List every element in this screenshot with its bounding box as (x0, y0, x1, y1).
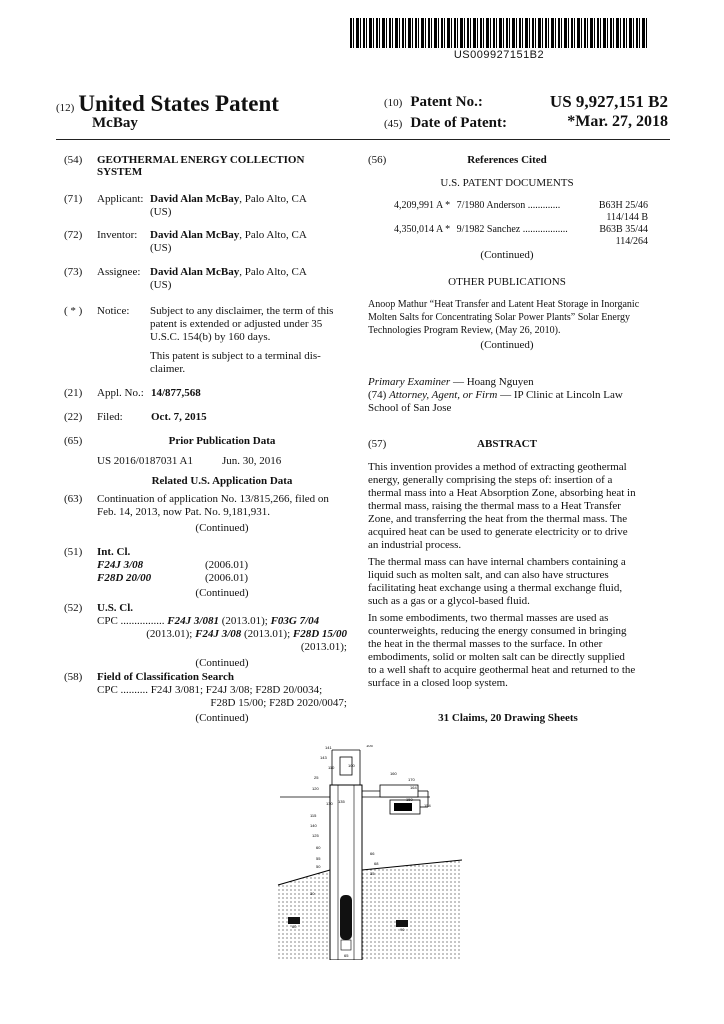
ref-2-star: * (445, 224, 451, 235)
continued-refs: (Continued) (480, 249, 534, 261)
date-row (384, 114, 668, 132)
barcode (350, 18, 648, 48)
examiner-label: Primary Examiner (368, 376, 451, 388)
figure-ref-label: 141 (325, 745, 332, 750)
notice-line-5: claimer. (150, 363, 186, 375)
continuation-line-1: Continuation of application No. 13/815,266, filed on (97, 493, 329, 505)
ground-right-stipple (362, 860, 462, 960)
cpc-date-1: (2013.01); (218, 615, 271, 627)
patent-date: *Mar. 27, 2018 (567, 113, 668, 130)
code-45: (45) (384, 118, 403, 130)
doc-type: United States Patent (78, 91, 279, 116)
abstract-p2-line: such as a gas or a glycol-based fluid. (368, 595, 530, 607)
barcode-text: US009927151B2 (453, 49, 545, 61)
figure-ref-label: 125 (312, 833, 319, 838)
abstract-p1-line: thermal mass into a Heat Absorption Zone, absorbing heat in (368, 487, 636, 499)
ref-1-name: Anderson (486, 200, 526, 211)
us-docs-heading: U.S. PATENT DOCUMENTS (440, 177, 574, 189)
other-pub-line-3: Technologies Program Review, (May 26, 2010). (368, 325, 561, 336)
code-56: (56) (368, 154, 387, 166)
field-label: Field of Classification Search (97, 671, 234, 683)
abstract-p3-line: embodiments, solid or molten salt can be directly supplied (368, 651, 625, 663)
refs-heading: References Cited (467, 154, 547, 166)
continued-1: (Continued) (195, 522, 249, 534)
intcl-label: Int. Cl. (97, 546, 131, 558)
ref-2-name: Sanchez (486, 224, 521, 235)
assignee-value (150, 266, 307, 279)
code-58: (58) (64, 671, 83, 683)
date-label: Date of Patent: (410, 115, 507, 131)
continuation-line-2: Feb. 14, 2013, now Pat. No. 9,181,931. (97, 506, 270, 518)
notice-label: Notice: (97, 305, 130, 317)
figure-ref-label: 50 (316, 864, 321, 869)
assignee-name: David Alan McBay (150, 266, 240, 278)
attorney-line-2: School of San Jose (368, 402, 452, 414)
figure-ref-label: 130 (326, 801, 333, 806)
figure-ref-label: 25 (314, 775, 319, 780)
ref-1-date: 7/1980 (456, 200, 485, 211)
claims-count: 31 Claims, 20 Drawing Sheets (438, 712, 578, 724)
figure-ref-label: 65 (344, 953, 349, 958)
continued-3: (Continued) (195, 657, 249, 669)
ref-2-date: 9/1982 (456, 224, 485, 235)
ref-2-class: B63B 35/44 (599, 224, 648, 235)
continued-2: (Continued) (195, 587, 249, 599)
inventor-value (150, 229, 307, 242)
intcl-date-2: (2006.01) (205, 572, 249, 584)
examiner-name: — Hoang Nguyen (450, 376, 534, 388)
cpc-date-2: (2013.01); (146, 628, 196, 640)
header-rule (56, 139, 670, 140)
figure-ref-label: 164 (410, 785, 417, 790)
ref-2-class-2: 114/264 (615, 236, 648, 247)
cpc-code-4: F28D 15/00 (292, 628, 347, 640)
code-73: (73) (64, 266, 83, 278)
inventor-country: (US) (150, 242, 172, 254)
intcl-date-1: (2006.01) (205, 559, 249, 571)
assignee-location: , Palo Alto, CA (239, 266, 307, 278)
code-63: (63) (64, 493, 83, 505)
filed-label: Filed: (97, 411, 123, 423)
notice-line-2: patent is extended or adjusted under 35 (150, 318, 323, 330)
ref-row-1 (394, 200, 648, 212)
ground-marker-left (288, 917, 300, 924)
abstract-p2-line: facilitating heat exchange using a thermal exchange fluid, (368, 582, 623, 594)
prior-pub-heading: Prior Publication Data (168, 435, 276, 447)
cpc-code-2: F03G 7/04 (270, 615, 320, 627)
notice-line-3: U.S.C. 154(b) by 160 days. (150, 331, 271, 343)
abstract-p1-line: energy, generally comprising the steps of: insertion of a (368, 474, 613, 486)
abstract-p2-line: The thermal mass can have internal chambers containing a (368, 556, 626, 568)
cpc-date-3: (2013.01); (241, 628, 293, 640)
code-52: (52) (64, 602, 83, 614)
attorney-label: Attorney, Agent, or Firm (389, 389, 498, 401)
abstract-p3-line: counterweights, reducing the energy consumed in bringing (368, 625, 627, 637)
figure-ref-label: 140 (310, 823, 317, 828)
inventor-label: Inventor: (97, 229, 138, 241)
applicant-location: , Palo Alto, CA (239, 193, 307, 205)
inventor-short: McBay (92, 115, 138, 131)
abstract-p3-line: surface in a closed loop system. (368, 677, 508, 689)
assignee-country: (US) (150, 279, 172, 291)
cpc-code-3: F24J 3/08 (195, 628, 242, 640)
figure-ref-label: 110 (328, 765, 335, 770)
thermal-mass (340, 895, 352, 940)
figure-ref-label: 35 (370, 871, 375, 876)
cpc-label: CPC ................ (97, 615, 165, 627)
code-21: (21) (64, 387, 83, 399)
cpc-line-3: (2013.01); (300, 641, 347, 653)
patent-drawing (270, 745, 470, 960)
abstract-p1-line: thermal mass, raising the thermal mass to a Heat Transfer (368, 500, 621, 512)
figure-ref-label: 90 (400, 927, 405, 932)
abstract-p1-line: Zone, and transferring the heat from the thermal mass. The (368, 513, 628, 525)
prior-pub-date: Jun. 30, 2016 (222, 455, 282, 467)
attorney-row (368, 389, 623, 402)
appl-label: Appl. No.: (97, 387, 144, 399)
field-line-2: F28D 15/00; F28D 2020/0047; (210, 697, 347, 709)
figure-ref-label: 135 (338, 799, 345, 804)
field-line-1: CPC .......... F24J 3/081; F24J 3/08; F28D 20/0034; (97, 684, 323, 696)
notice-line-1: Subject to any disclaimer, the term of this (150, 305, 334, 317)
figure-ref-label: 80 (292, 924, 297, 929)
abstract-p3-line: the heat in the thermal masses to the surface. In other (368, 638, 603, 650)
patent-no-label: Patent No.: (410, 94, 483, 110)
figure-ref-label: 68 (374, 861, 379, 866)
ref-1-class-2: 114/144 B (606, 212, 648, 223)
continued-4: (Continued) (195, 712, 249, 724)
figure-ref-label: 170 (408, 777, 415, 782)
figure-ref-label: 66 (370, 851, 375, 856)
continued-pubs: (Continued) (480, 339, 534, 351)
attorney-code: (74) (368, 389, 390, 401)
abstract-paragraph-2 (368, 556, 648, 608)
other-pub-line-1: Anoop Mathur “Heat Transfer and Latent Heat Storage in Inorganic (368, 299, 640, 310)
figure-ref-label: 105 (366, 745, 373, 748)
cpc-code-1: F24J 3/081 (167, 615, 219, 627)
generator-core (394, 803, 412, 811)
title-line-1: GEOTHERMAL ENERGY COLLECTION (97, 154, 305, 166)
applicant-label: Applicant: (97, 193, 144, 205)
code-notice: ( * ) (64, 305, 83, 317)
abstract-p3-line: In some embodiments, two thermal masses are used as (368, 612, 609, 624)
figure-ref-label: 154 (424, 803, 431, 808)
code-65: (65) (64, 435, 83, 447)
ground-marker-right (396, 920, 408, 927)
abstract-p2-line: liquid such as molten salt, and can also have structures (368, 569, 609, 581)
ref-1-class: B63H 25/46 (598, 200, 648, 211)
patent-no: US 9,927,151 B2 (549, 92, 668, 111)
cpc-line-1 (97, 615, 319, 628)
code-12: (12) (56, 102, 75, 114)
abstract-p1-line: acquired heat can be used to generate electricity or to drive (368, 526, 628, 538)
ref-row-2 (394, 224, 648, 236)
appl-no: 14/877,568 (151, 387, 201, 399)
uscl-label: U.S. Cl. (97, 602, 134, 614)
other-pub-line-2: Molten Salts for Concentrating Solar Power Plants” Solar Energy (368, 312, 630, 323)
ref-2-no: 4,350,014 A (394, 224, 443, 235)
inventor-name: David Alan McBay (150, 229, 240, 241)
code-10: (10) (384, 97, 403, 109)
mass-base (341, 940, 351, 950)
figure-ref-label: 120 (312, 786, 319, 791)
inventor-location: , Palo Alto, CA (239, 229, 307, 241)
figure-ref-label: 100 (348, 763, 355, 768)
abstract-paragraph-1 (368, 461, 648, 552)
patent-no-row (384, 93, 668, 111)
figure-ref-label: 143 (320, 755, 327, 760)
figure-ref-label: 55 (316, 856, 321, 861)
code-71: (71) (64, 193, 83, 205)
code-54: (54) (64, 154, 83, 166)
figure-ref-label: 60 (316, 845, 321, 850)
code-57: (57) (368, 438, 387, 450)
ground-left-stipple (278, 870, 330, 960)
related-heading: Related U.S. Application Data (151, 475, 293, 487)
intcl-code-1: F24J 3/08 (97, 559, 144, 571)
abstract-p1-line: This invention provides a method of extracting geothermal (368, 461, 627, 473)
ref-2-dots: .................. (522, 224, 568, 235)
filed-date: Oct. 7, 2015 (151, 411, 207, 423)
intcl-code-2: F28D 20/00 (97, 572, 152, 584)
abstract-p3-line: to a well shaft to acquire geothermal heat and returned to the (368, 664, 636, 676)
header-left (56, 91, 356, 117)
code-72: (72) (64, 229, 83, 241)
attorney-name: — IP Clinic at Lincoln Law (497, 389, 623, 401)
cpc-line-2 (97, 628, 347, 641)
assignee-label: Assignee: (97, 266, 141, 278)
ref-1-dots: ............. (527, 200, 561, 211)
notice-line-4: This patent is subject to a terminal dis- (150, 350, 321, 362)
other-pubs-heading: OTHER PUBLICATIONS (448, 276, 566, 288)
applicant-country: (US) (150, 206, 172, 218)
applicant-name: David Alan McBay (150, 193, 240, 205)
ref-1-no: 4,209,991 A (394, 200, 443, 211)
ref-1-star: * (445, 200, 451, 211)
abstract-heading: ABSTRACT (477, 438, 537, 450)
figure-ref-label: 150 (406, 797, 413, 802)
abstract-paragraph-3 (368, 612, 648, 690)
applicant-value (150, 193, 307, 206)
figure-ref-label: 115 (310, 813, 317, 818)
code-51: (51) (64, 546, 83, 558)
figure-ref-label: 30 (310, 891, 315, 896)
examiner-row (368, 376, 534, 389)
title-line-2: SYSTEM (97, 166, 143, 178)
abstract-p1-line: an industrial process. (368, 539, 462, 551)
figure-ref-label: 160 (390, 771, 397, 776)
code-22: (22) (64, 411, 83, 423)
prior-pub-no: US 2016/0187031 A1 (97, 455, 193, 467)
